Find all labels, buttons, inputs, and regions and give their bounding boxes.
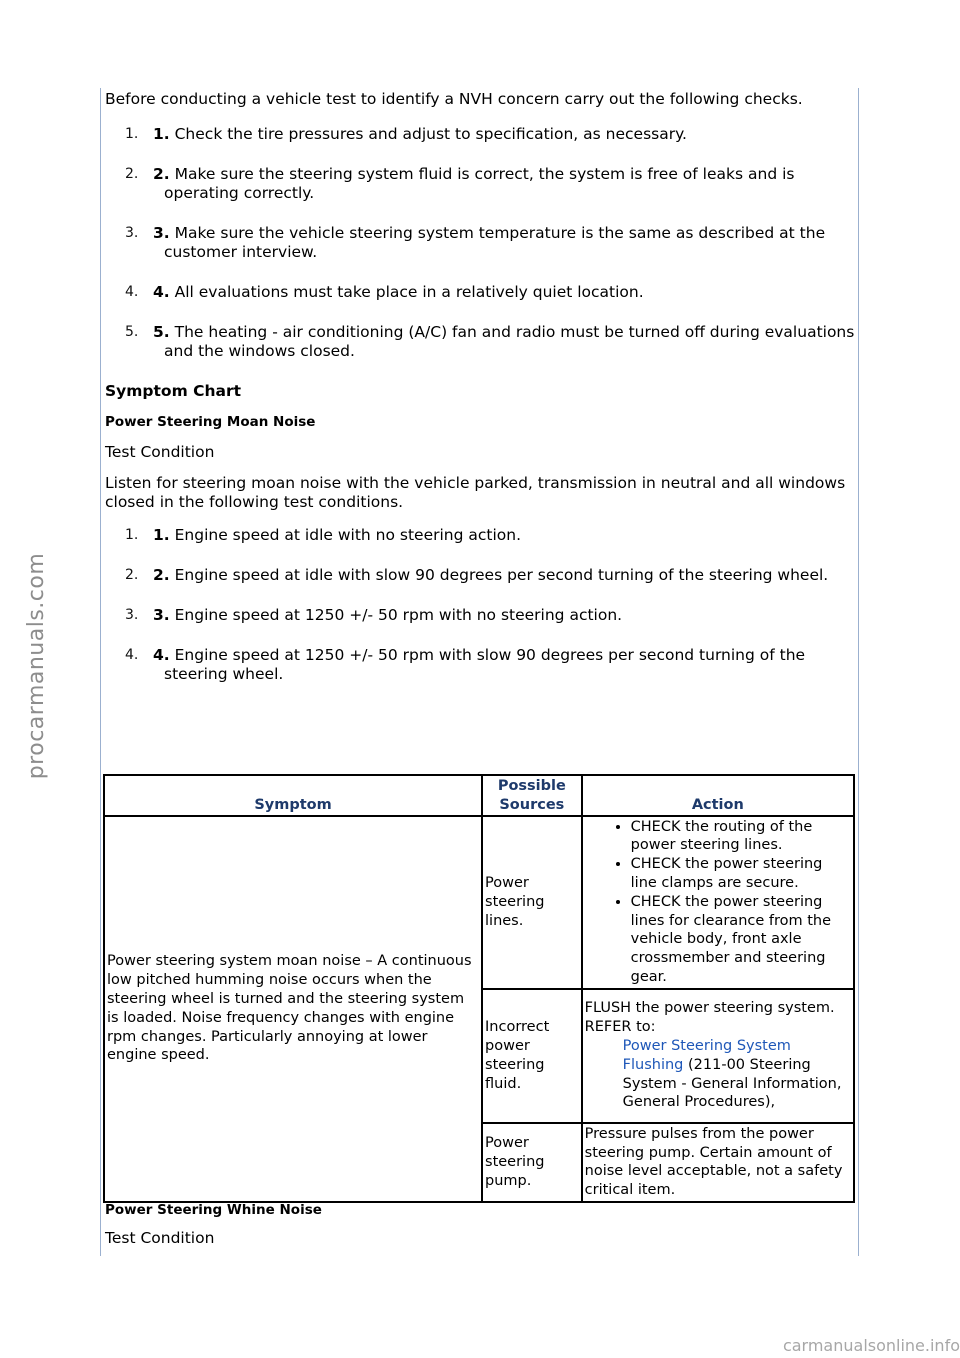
whine-section bbox=[105, 1202, 855, 1259]
flush-action-text: FLUSH the power steering system. bbox=[584, 1000, 835, 1017]
pre-check-list bbox=[105, 125, 855, 361]
action-cell: Pressure pulses from the power steering pump. Certain amount of noise level acceptable, not a safety critical item. bbox=[582, 1123, 854, 1202]
page-left-rule bbox=[100, 88, 101, 1256]
list-item: • CHECK the power steering line clamps are secure. bbox=[631, 855, 851, 893]
list-item: 2. 2. Make sure the steering system fluid is correct, the system is free of leaks and is operating correctly. bbox=[125, 165, 795, 202]
moan-test-condition-heading: Test Condition bbox=[105, 443, 215, 461]
list-item: 3. 3. Engine speed at 1250 +/- 50 rpm with no steering action. bbox=[125, 606, 623, 624]
refer-label: REFER to: bbox=[584, 1019, 656, 1036]
header-action: Action bbox=[582, 775, 854, 816]
list-item: 4. 4. All evaluations must take place in a relatively quiet location. bbox=[125, 283, 644, 301]
whine-noise-heading: Power Steering Whine Noise bbox=[105, 1202, 322, 1218]
moan-noise-heading: Power Steering Moan Noise bbox=[105, 414, 316, 430]
symptom-chart-heading: Symptom Chart bbox=[105, 382, 242, 400]
reference-block: Power Steering System Flushing (211-00 Steering System - General Information, General Procedures), bbox=[622, 1037, 842, 1111]
header-symptom: Symptom bbox=[104, 775, 482, 816]
list-item: 2. 2. Engine speed at idle with slow 90 degrees per second turning of the steering wheel. bbox=[125, 566, 829, 584]
table-row bbox=[104, 816, 854, 989]
source-cell: Power steering pump. bbox=[482, 1123, 582, 1202]
whine-test-condition-heading: Test Condition bbox=[105, 1229, 215, 1247]
action-cell bbox=[582, 816, 854, 989]
list-item: 3. 3. Make sure the vehicle steering system temperature is the same as described at the customer interview. bbox=[125, 224, 826, 261]
side-watermark: procarmanuals.com bbox=[24, 552, 49, 780]
header-possible-sources: Possible Sources bbox=[482, 775, 582, 816]
list-item: 4. 4. Engine speed at 1250 +/- 50 rpm with slow 90 degrees per second turning of the steering wheel. bbox=[125, 646, 806, 683]
source-cell: Power steering lines. bbox=[482, 816, 582, 989]
moan-description: Listen for steering moan noise with the vehicle parked, transmission in neutral and all windows closed in the following test conditions. bbox=[105, 474, 846, 511]
intro-paragraph: Before conducting a vehicle test to identify a NVH concern carry out the following checks. bbox=[105, 90, 803, 108]
moan-test-steps bbox=[105, 526, 855, 684]
source-cell: Incorrect power steering fluid. bbox=[482, 989, 582, 1123]
action-list bbox=[585, 818, 851, 987]
symptom-table bbox=[103, 774, 855, 1203]
list-item: • CHECK the routing of the power steering lines. bbox=[631, 818, 851, 856]
list-item: 5. 5. The heating - air conditioning (A/C) fan and radio must be turned off during evaluations and the windows closed. bbox=[125, 323, 855, 360]
page-right-rule bbox=[858, 88, 859, 1256]
symptom-cell: Power steering system moan noise – A continuous low pitched humming noise occurs when the steering wheel is turned and the steering system is loaded. Noise frequency changes with engine rpm changes. Particularly annoying at lower engine speed. bbox=[104, 816, 482, 1202]
action-cell bbox=[582, 989, 854, 1123]
table-header-row bbox=[104, 775, 854, 816]
list-item: 1. 1. Check the tire pressures and adjust to specification, as necessary. bbox=[125, 125, 687, 143]
list-item: • CHECK the power steering lines for clearance from the vehicle body, front axle crossmember and steering gear. bbox=[631, 893, 851, 987]
bottom-watermark: carmanualsonline.info bbox=[782, 1336, 960, 1355]
flushing-procedure-link[interactable]: Power Steering System Flushing bbox=[622, 1037, 791, 1073]
document-body bbox=[105, 90, 855, 705]
list-item: 1. 1. Engine speed at idle with no steering action. bbox=[125, 526, 522, 544]
